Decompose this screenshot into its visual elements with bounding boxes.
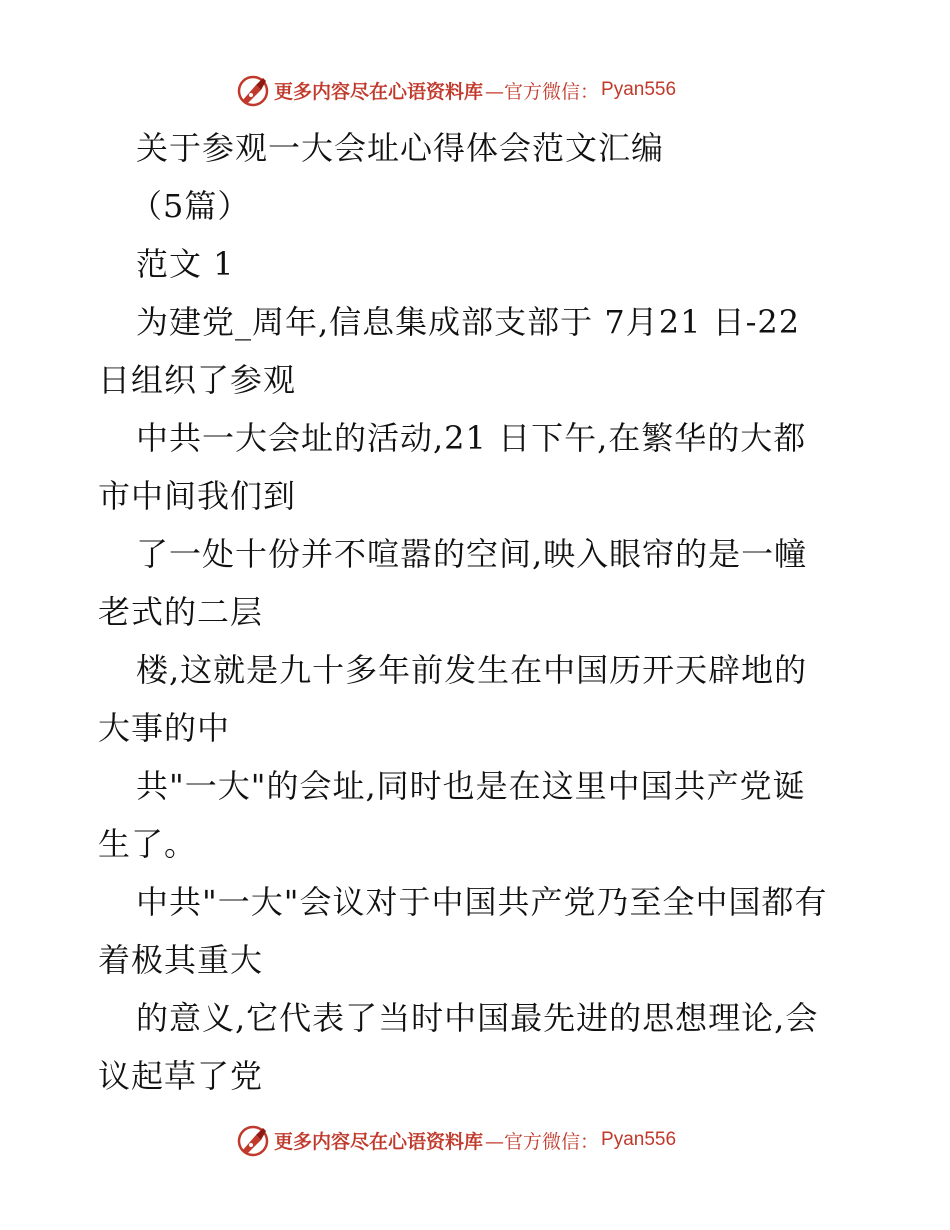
footer-watermark bbox=[236, 1122, 676, 1158]
pen-logo-icon bbox=[236, 73, 270, 107]
pen-logo-icon bbox=[236, 1123, 270, 1157]
body-line: 市中间我们到 bbox=[98, 477, 297, 515]
body-line: 共"一大"的会址,同时也是在这里中国共产党诞 bbox=[136, 767, 806, 805]
body-line: 着极其重大 bbox=[98, 941, 264, 979]
watermark-main-text: 更多内容尽在心语资料库 bbox=[274, 80, 484, 103]
watermark-wechat-id: Pyan556 bbox=[601, 1129, 677, 1150]
document-title-subtitle: （5篇） bbox=[130, 187, 251, 225]
body-line: 了一处十份并不喧嚣的空间,映入眼帘的是一幢 bbox=[136, 535, 808, 573]
body-line: 老式的二层 bbox=[98, 593, 264, 631]
body-line: 中共一大会址的活动,21 日下午,在繁华的大都 bbox=[136, 419, 807, 457]
document-title: 关于参观一大会址心得体会范文汇编 bbox=[136, 129, 665, 167]
body-line: 日组织了参观 bbox=[98, 361, 297, 399]
watermark-sub-text: —官方微信： bbox=[485, 1130, 600, 1153]
watermark-sub-text: —官方微信： bbox=[485, 80, 600, 103]
body-line: 大事的中 bbox=[98, 709, 231, 747]
watermark-wechat-id: Pyan556 bbox=[601, 79, 677, 100]
section-heading: 范文 1 bbox=[136, 245, 235, 283]
body-line: 的意义,它代表了当时中国最先进的思想理论,会 bbox=[136, 999, 819, 1037]
header-watermark bbox=[236, 72, 676, 108]
body-line: 议起草了党 bbox=[98, 1057, 264, 1095]
body-line: 为建党_周年,信息集成部支部于 7月21 日-22 bbox=[136, 303, 801, 341]
body-line: 中共"一大"会议对于中国共产党乃至全中国都有 bbox=[136, 883, 828, 921]
watermark-main-text: 更多内容尽在心语资料库 bbox=[274, 1130, 484, 1153]
body-line: 楼,这就是九十多年前发生在中国历开天辟地的 bbox=[136, 651, 808, 689]
body-line: 生了。 bbox=[98, 825, 198, 863]
